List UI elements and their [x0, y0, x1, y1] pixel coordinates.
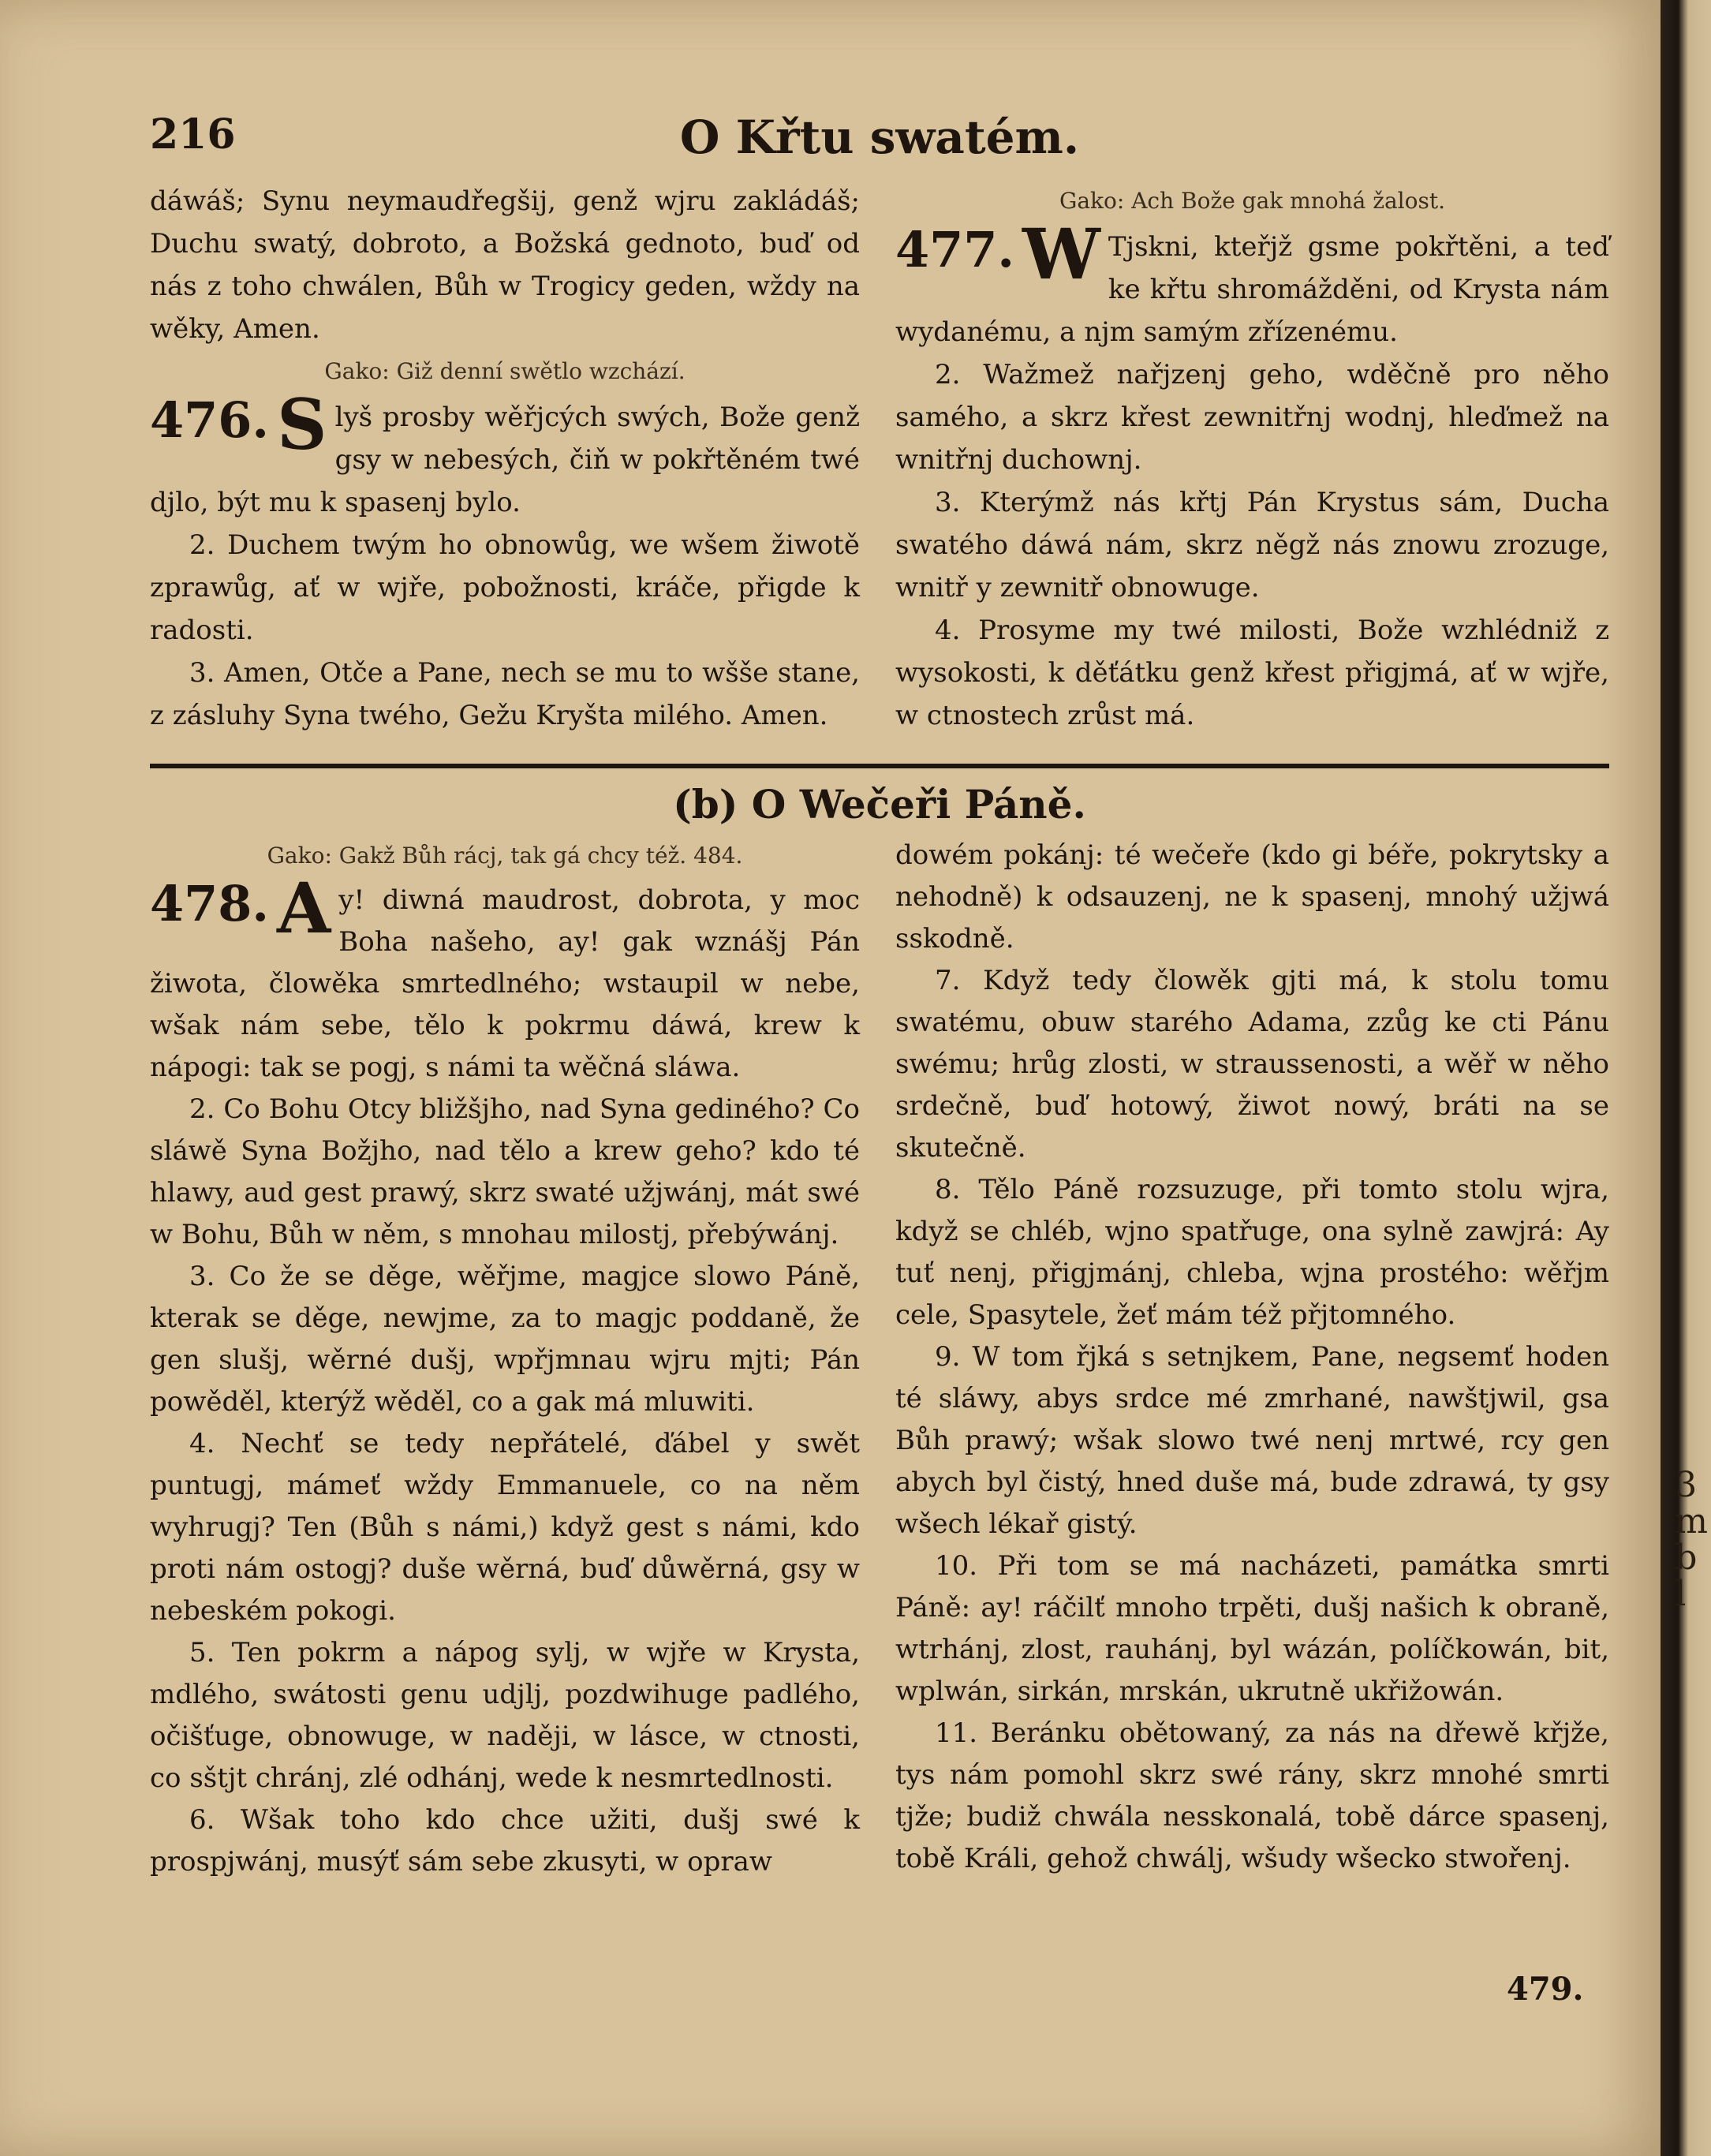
hymn-number: 478. — [150, 875, 270, 932]
edge-letter: l — [1675, 1574, 1687, 1614]
stanza-1: Tjskni, kteřjž gsme pokřtěni, a teď ke křtu shromážděni, od Krysta nám wydanému, a njm samým zřízenému. — [895, 231, 1609, 348]
drop-cap: S — [277, 383, 327, 465]
page-header — [150, 110, 1609, 166]
lower-right-column — [895, 835, 1609, 1880]
edge-letter: m — [1675, 1501, 1708, 1541]
stanza-7: 7. Když tedy člowěk gjti má, k stolu tomu swatému, obuw starého Adama, zzůg ke cti Pánu swému; hrůg zlosti, w straussenosti, a wěř w něho srdečně, buď hotowý, žiwot nowý, bráti na se skutečně. — [895, 965, 1609, 1164]
stanza-5: 5. Ten pokrm a nápog sylj, w wjře w Krysta, mdlého, swátosti genu udjlj, pozdwihuge padlého, očišťuge, obnowuge, w naději, w lásce, w ctnosti, co sštjt chránj, zlé odhánj, wede k nesmrtedlnosti. — [150, 1637, 860, 1794]
melody-line: Gako: Ach Bože gak mnohá žalost. — [1059, 188, 1446, 214]
stanza-2: 2. Duchem twým ho obnowůg, we wšem žiwotě zprawůg, ať w wjře, pobožnosti, kráče, přigde k radosti. — [150, 529, 860, 646]
stanza-4: 4. Nechť se tedy nepřátelé, ďábel y swět puntugj, mámeť wždy Emmanuele, co na něm wyhrugj? Ten (Bůh s námi,) když gest s námi, kdo proti nám ostogj? duše wěrná, buď důwěrná, gsy w nebeském pokogi. — [150, 1428, 860, 1627]
hymn-number: 476. — [150, 391, 270, 449]
stanza-3: 3. Kterýmž nás křtj Pán Krystus sám, Ducha swatého dáwá nám, skrz něgž nás znowu zrozuge, wnitř y zewnitř obnowuge. — [895, 487, 1609, 603]
section-divider — [150, 764, 1609, 768]
section-title: (b) O Wečeři Páně. — [673, 781, 1086, 828]
stanza-8: 8. Tělo Páně rozsuzuge, při tomto stolu wjra, když se chléb, wjno spatřuge, ona sylně zawjrá: Ay tuť nenj, přigjmánj, chleba, wjna prostého: wěřjm cele, Spasytele, žeť mám též přjtomného. — [895, 1174, 1609, 1331]
melody-line: Gako: Giž denní swětlo wzchází. — [324, 358, 686, 384]
stanza-11: 11. Beránku obětowaný, za nás na dřewě křjže, tys nám pomohl skrz swé rány, skrz mnohé smrti tjže; budiž chwála nesskonalá, tobě dárce spasenj, tobě Králi, gehož chwálj, wšudy wšecko stwořenj. — [895, 1717, 1609, 1874]
hymn-478 — [150, 867, 860, 1089]
facing-page-fragments — [1675, 1467, 1708, 1612]
stanza-10: 10. Při tom se má nacházeti, památka smrti Páně: ay! ráčilť mnoho trpěti, dušj našich k obraně, wtrhánj, zlost, rauhánj, byl wázán, políčkowán, bit, wplwán, sirkán, mrskán, ukrutně ukřižowán. — [895, 1550, 1609, 1707]
edge-letter: b — [1675, 1538, 1698, 1578]
edge-letter: 3 — [1675, 1465, 1698, 1505]
stanza-2: 2. Wažmež nařjzenj geho, wděčně pro něho samého, a skrz křest zewnitřnj wodnj, hleďmež na wnitřnj duchownj. — [895, 359, 1609, 476]
continuation-text: dáwáš; Synu neymaudřegšij, genž wjru zakládáš; Duchu swatý, dobroto, a Božská gednoto, buď od nás z toho chwálen, Bůh w Trogicy geden, wždy na wěky, Amen. — [150, 185, 860, 345]
hymn-477 — [895, 213, 1609, 353]
page-number: 216 — [150, 110, 236, 159]
drop-cap: W — [1022, 213, 1100, 295]
stanza-1: y! diwná maudrost, dobrota, y moc Boha našeho, ay! gak wznášj Pán žiwota, člowěka smrtedlného; wstaupil w nebe, wšak nám sebe, tělo k pokrmu dáwá, krew k nápogi: tak se pogj, s námi ta wěčná sláwa. — [150, 884, 860, 1083]
catchword: 479. — [1507, 1971, 1584, 2008]
lower-left-column — [150, 835, 860, 1883]
stanza-3: 3. Amen, Otče a Pane, nech se mu to wšše stane, z zásluhy Syna twého, Gežu Kryšta milého. Amen. — [150, 657, 860, 731]
stanza-6: 6. Wšak toho kdo chce užiti, dušj swé k prospjwánj, musýť sám sebe zkusyti, w opraw — [150, 1804, 860, 1878]
stanza-1: lyš prosby wěřjcých swých, Bože genž gsy w nebesých, čiň w pokřtěném twé djlo, být mu k spasenj bylo. — [150, 402, 860, 518]
drop-cap: A — [277, 867, 331, 949]
upper-left-column — [150, 180, 860, 737]
stanza-3: 3. Co že se děge, wěřjme, magjce slowo Páně, kterak se děge, newjme, za to magjc poddaně, že gen slušj, wěrné dušj, wpřjmnau wjru mjti; Pán powěděl, kterýž wěděl, co a gak má mluwiti. — [150, 1261, 860, 1418]
stanza-9: 9. W tom řjká s setnjkem, Pane, negsemť hoden té sláwy, abys srdce mé zmrhané, nawštjwil, gsa Bůh prawý; wšak slowo twé nenj mrtwé, rcy gen abych byl čistý, hned duše má, bude zdrawá, ty gsy wšech lékař gistý. — [895, 1341, 1609, 1540]
upper-right-column — [895, 180, 1609, 737]
continuation-text: dowém pokánj: té wečeře (kdo gi béře, pokrytsky a nehodně) k odsauzenj, ne k spasenj, mnohý užjwá sskodně. — [895, 839, 1609, 955]
hymn-number: 477. — [895, 221, 1015, 278]
stanza-4: 4. Prosyme my twé milosti, Bože wzhlédniž z wysokosti, k děťátku genž křest přigjmá, ať w wjře, w ctnostech zrůst má. — [895, 615, 1609, 731]
book-gutter — [1661, 0, 1711, 2156]
hymn-476 — [150, 383, 860, 524]
stanza-2: 2. Co Bohu Otcy bližšjho, nad Syna gediného? Co sláwě Syna Božjho, nad tělo a krew geho? kdo té hlawy, aud gest prawý, skrz swaté užjwánj, mát swé w Bohu, Bůh w něm, s mnohau milostj, přebýwánj. — [150, 1093, 860, 1250]
melody-line: Gako: Gakž Bůh rácj, tak gá chcy též. 484. — [267, 843, 743, 869]
running-title: O Křtu swatém. — [679, 110, 1080, 164]
